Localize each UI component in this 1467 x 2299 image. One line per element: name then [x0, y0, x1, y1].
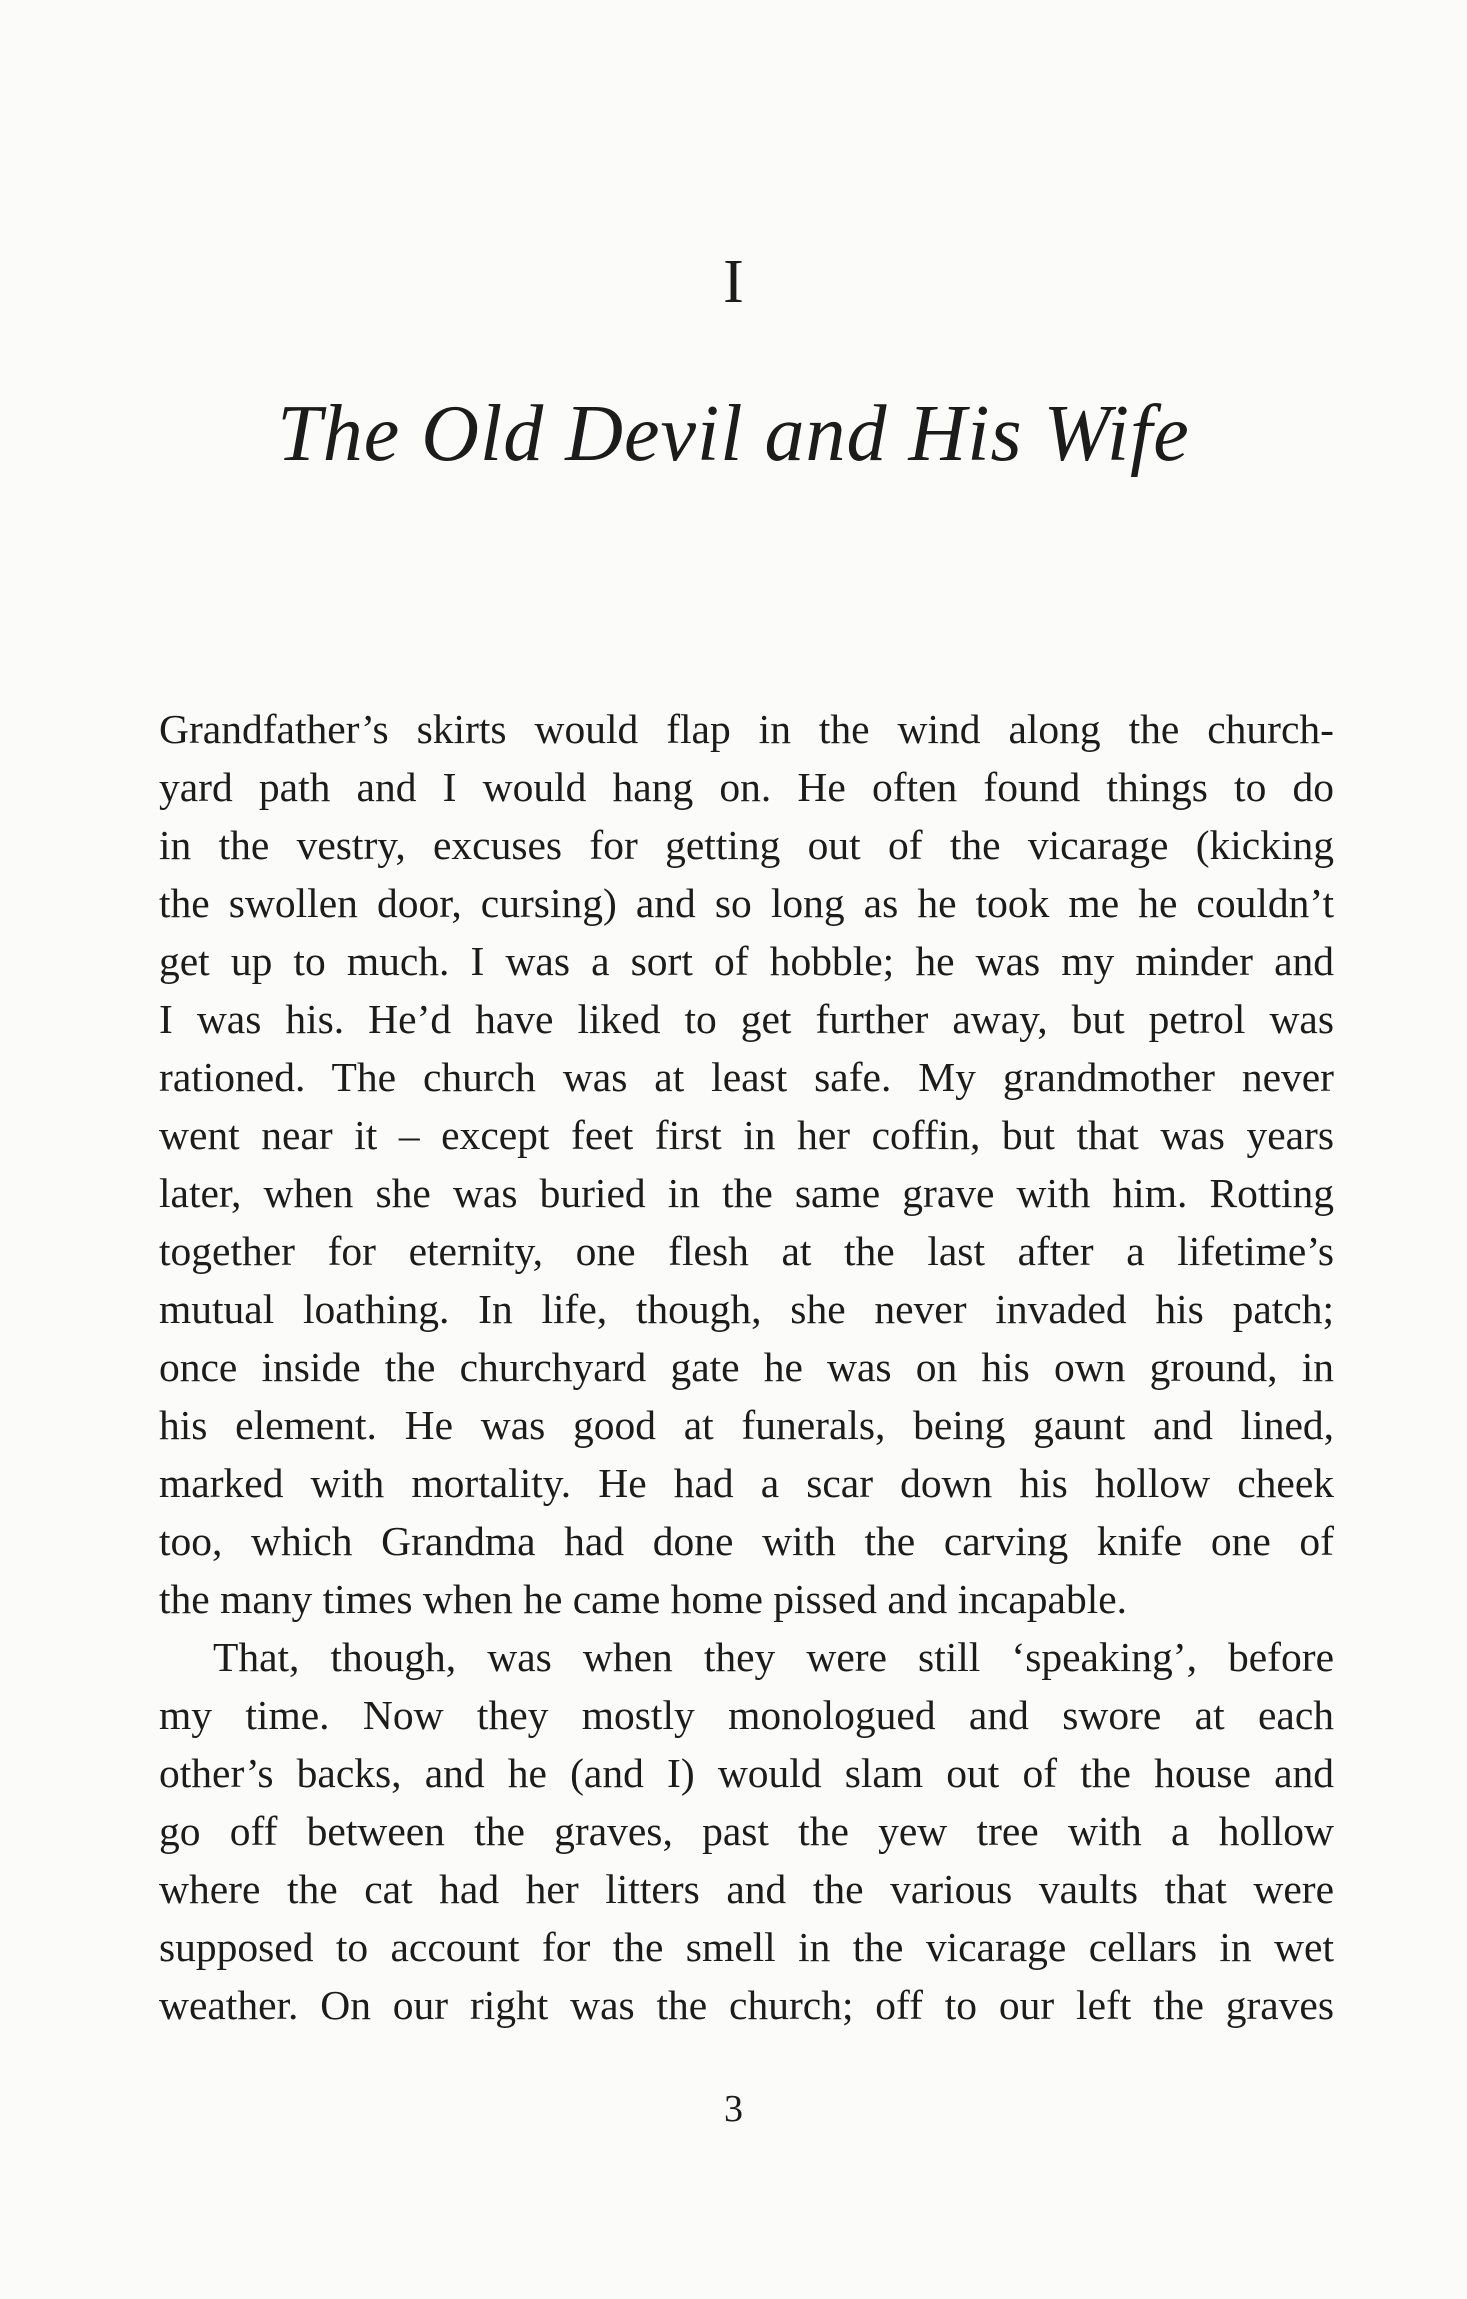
text-line: That, though, was when they were still ‘speaking’, before [213, 1634, 1334, 1680]
paragraph-2 [159, 1628, 1334, 2034]
text-line: once inside the churchyard gate he was on his own ground, in [159, 1344, 1334, 1390]
text-line: his element. He was good at funerals, being gaunt and lined, [159, 1402, 1334, 1448]
text-line: mutual loathing. In life, though, she never invaded his patch; [159, 1286, 1334, 1332]
text-line: rationed. The church was at least safe. My grandmother never [159, 1054, 1334, 1100]
text-line: the swollen door, cursing) and so long as he took me he couldn’t [159, 880, 1334, 926]
text-line: my time. Now they mostly monologued and swore at each [159, 1692, 1334, 1738]
text-line: supposed to account for the smell in the vicarage cellars in wet [159, 1924, 1334, 1970]
text-line: later, when she was buried in the same grave with him. Rotting [159, 1170, 1334, 1216]
chapter-title: The Old Devil and His Wife [277, 390, 1190, 478]
text-line: go off between the graves, past the yew tree with a hollow [159, 1808, 1334, 1854]
text-line: I was his. He’d have liked to get further away, but petrol was [159, 996, 1334, 1042]
chapter-number: I [723, 248, 744, 316]
text-line: the many times when he came home pissed and incapable. [159, 1576, 1128, 1622]
text-line: where the cat had her litters and the various vaults that were [159, 1866, 1334, 1912]
text-line: other’s backs, and he (and I) would slam out of the house and [159, 1750, 1334, 1796]
text-line: yard path and I would hang on. He often found things to do [159, 764, 1334, 810]
text-line: went near it – except feet first in her coffin, but that was years [159, 1112, 1334, 1158]
text-line: marked with mortality. He had a scar down his hollow cheek [159, 1460, 1334, 1506]
text-line: too, which Grandma had done with the carving knife one of [159, 1518, 1334, 1564]
text-line: Grandfather’s skirts would flap in the wind along the church- [159, 706, 1334, 752]
body-text [159, 700, 1334, 2034]
text-line: in the vestry, excuses for getting out of the vicarage (kicking [159, 822, 1334, 868]
text-line: weather. On our right was the church; off to our left the graves [159, 1982, 1334, 2028]
paragraph-1 [159, 700, 1334, 1628]
text-line: together for eternity, one flesh at the last after a lifetime’s [159, 1228, 1334, 1274]
text-line: get up to much. I was a sort of hobble; he was my minder and [159, 938, 1334, 984]
page-number: 3 [724, 2088, 743, 2130]
